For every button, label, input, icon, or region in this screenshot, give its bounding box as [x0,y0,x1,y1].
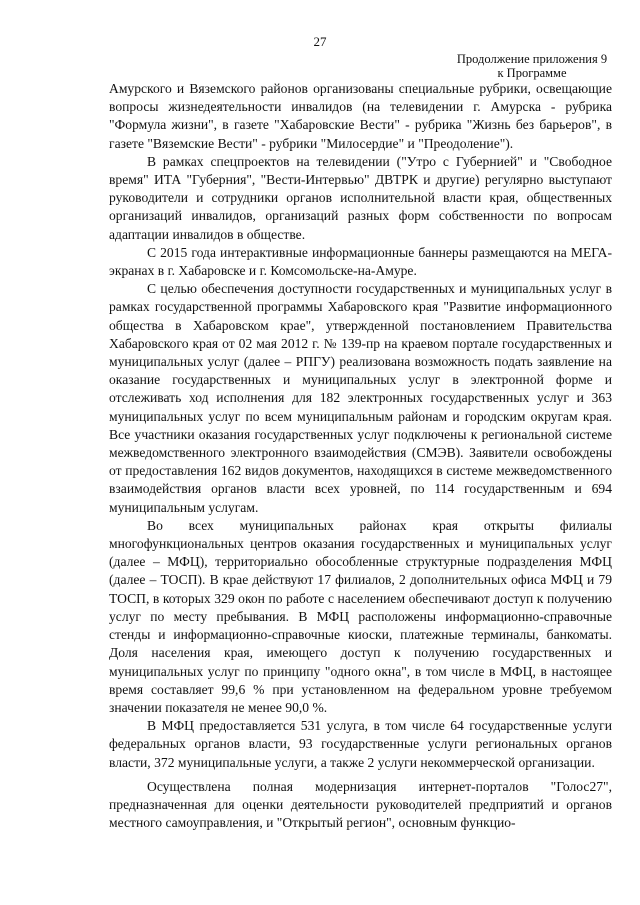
paragraph-continuation: Амурского и Вяземского районов организованы специальные рубрики, освещающие вопросы жизнедеятельности инвалидов (на телевидении г. Амурска - рубрика "Формула жизни", в газете "Хабаровские Вести" - рубрика "Жизнь без барьеров", в газете "Вяземские Вести" - рубрики "Милосердие" и "Преодоление"). [109,81,612,151]
paragraph-portals: Осуществлена полная модернизация интернет-порталов "Голос27", предназначенная для оценки деятельности руководителей предприятий и органов местного самоуправления, и "Открытый регион", основным функцио- [109,778,612,831]
paragraph-mfc-services: В МФЦ предоставляется 531 услуга, в том числе 64 государственные услуги федеральных органов власти, 93 государственные услуги региональных органов власти, 372 муниципальные услуги, а также 2 услуги некоммерческой организации. [109,718,612,770]
paragraph-mfc-branches: Во всех муниципальных районах края открыты филиалы многофункциональных центров оказания государственных и муниципальных услуг (далее – МФЦ), территориально обособленные структурные подразделения МФЦ (далее – ТОСП). В крае действуют 17 филиалов, 2 дополнительных офиса МФЦ и 79 ТОСП, в которых 329 окон по работе с населением обеспечивают доступ к получению услуг по месту пребывания. В МФЦ расположены информационно-справочные стенды и информационно-справочные киоски, платежные терминалы, банкоматы. Доля населения края, имеющего доступ к получению государственных и муниципальных услуг по принципу "одного окна", в том числе в МФЦ, в настоящее время составляет 99,6 % при установленном на федеральном уровне требуемом значении показателя не менее 90,0 %. [109,517,612,715]
appendix-header-line1: Продолжение приложения 9 [456,52,608,66]
page-number: 27 [313,34,327,49]
appendix-header-line2: к Программе [497,66,567,80]
document-body [109,80,612,832]
paragraph-rpgu: С целью обеспечения доступности государственных и муниципальных услуг в рамках государственной программы Хабаровского края "Развитие информационного общества в Хабаровском крае", утвержденной постановлением Правительства Хабаровского края от 02 мая 2012 г. № 139-пр на краевом портале государственных и муниципальных услуг (далее – РПГУ) реализована возможность подать заявление на оказание государственных и муниципальных услуг в электронной форме и отслеживать ход исполнения для 182 электронных государственных услуг и 363 муниципальных услуг по всем муниципальным районам и городским округам края. Все участники оказания государственных услуг подключены к региональной системе межведомственного электронного взаимодействия (СМЭВ). Заявители освобождены от предоставления 162 видов документов, находящихся в системе межведомственного взаимодействия органов власти всех уровней, по 114 государственным и 694 муниципальным услугам. [109,281,612,515]
paragraph-banners: С 2015 года интерактивные информационные баннеры размещаются на МЕГА-экранах в г. Хабаровске и г. Комсомольске-на-Амуре. [109,244,612,279]
appendix-header [452,52,612,80]
paragraph-tv-projects: В рамках спецпроектов на телевидении ("Утро с Губернией" и "Свободное время" ИТА "Губерния", "Вести-Интервью" ДВТРК и другие) регулярно выступают руководители и сотрудники органов исполнительной власти края, общественных организаций инвалидов, организаций разных форм собственности по вопросам адаптации инвалидов в обществе. [109,153,612,242]
